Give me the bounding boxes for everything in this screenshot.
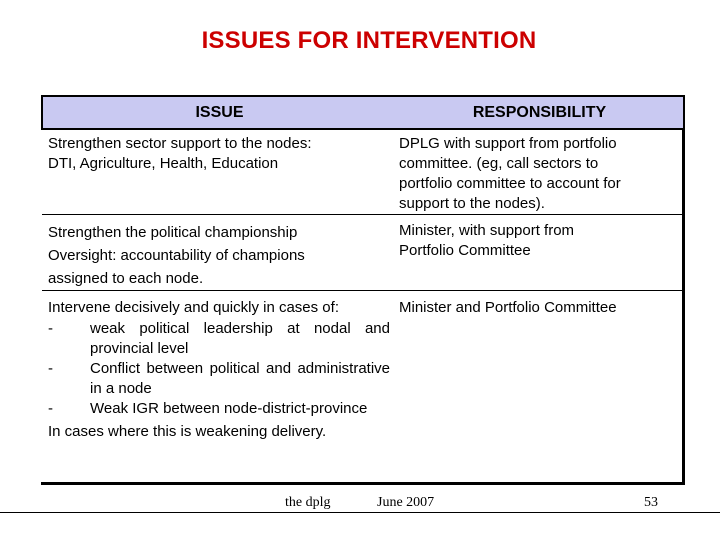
header-responsibility: RESPONSIBILITY bbox=[396, 96, 683, 129]
bullet-text: weak political leadership at nodal and provincial level bbox=[90, 320, 390, 357]
issue-outro: In cases where this is weakening delivery. bbox=[48, 423, 327, 440]
responsibility-line: Minister, with support from bbox=[399, 222, 575, 239]
issue-cell bbox=[42, 129, 396, 215]
footer-rule bbox=[0, 512, 720, 513]
footer-page-number: 53 bbox=[644, 495, 658, 510]
responsibility-cell bbox=[396, 215, 683, 291]
bullet-dash: - bbox=[48, 360, 53, 377]
responsibility-line: committee. (eg, call sectors to bbox=[399, 155, 599, 172]
issue-line: Strengthen the political championship bbox=[48, 224, 298, 241]
issue-line: Strengthen sector support to the nodes: bbox=[48, 135, 312, 152]
bullet-item bbox=[48, 319, 390, 359]
bullet-item bbox=[48, 399, 390, 419]
bullet-text: Weak IGR between node-district-province bbox=[90, 400, 368, 417]
issue-cell bbox=[42, 291, 396, 445]
issue-line: DTI, Agriculture, Health, Education bbox=[48, 155, 279, 172]
responsibility-line: Portfolio Committee bbox=[399, 242, 531, 259]
bullet-text: Conflict between political and administrative in a node bbox=[90, 360, 390, 397]
header-issue: ISSUE bbox=[42, 96, 396, 129]
issue-intro: Intervene decisively and quickly in cases of: bbox=[48, 299, 339, 316]
issue-line: assigned to each node. bbox=[48, 270, 204, 287]
issues-table-frame bbox=[41, 95, 685, 485]
bullet-dash: - bbox=[48, 400, 53, 417]
slide-title: ISSUES FOR INTERVENTION bbox=[201, 27, 537, 54]
table-row bbox=[42, 129, 683, 215]
responsibility-line: support to the nodes). bbox=[399, 195, 545, 212]
table-row bbox=[42, 215, 683, 291]
issue-line: Oversight: accountability of champions bbox=[48, 247, 305, 264]
footer-date: June 2007 bbox=[377, 495, 435, 510]
responsibility-line: DPLG with support from portfolio bbox=[399, 135, 617, 152]
responsibility-cell bbox=[396, 129, 683, 215]
bullet-item bbox=[48, 359, 390, 399]
footer-org: the dplg bbox=[285, 495, 331, 510]
table-row bbox=[42, 291, 683, 445]
issue-cell bbox=[42, 215, 396, 291]
responsibility-cell bbox=[396, 291, 683, 445]
issues-table bbox=[41, 95, 683, 444]
responsibility-line: Minister and Portfolio Committee bbox=[399, 299, 617, 316]
bullet-dash: - bbox=[48, 320, 53, 337]
responsibility-line: portfolio committee to account for bbox=[399, 175, 621, 192]
table-header-row bbox=[42, 96, 683, 129]
